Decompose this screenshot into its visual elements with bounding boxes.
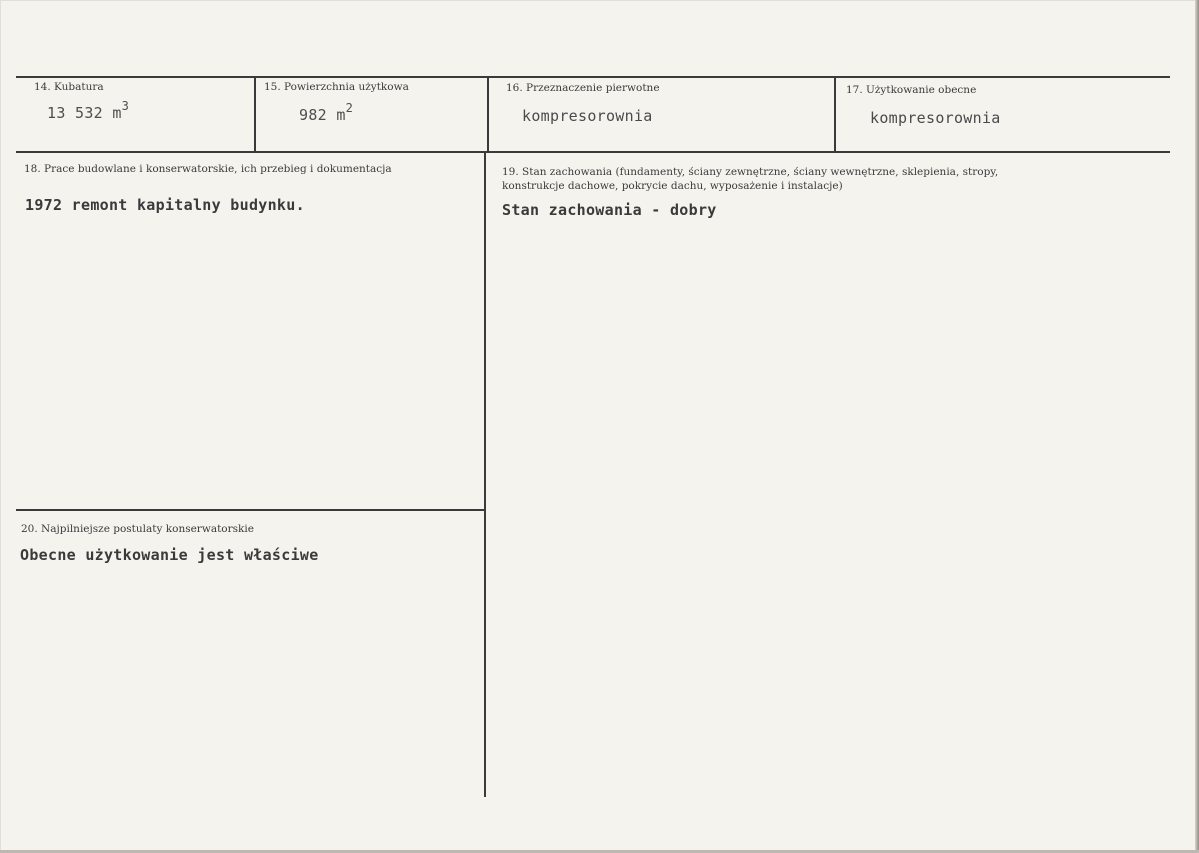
postulaty-value: Obecne użytkowanie jest właściwe xyxy=(20,546,319,564)
divider-14-15 xyxy=(254,76,256,153)
divider-16-17 xyxy=(834,76,836,153)
powierzchnia-exponent: 2 xyxy=(345,101,354,115)
uzytkowanie-label: 17. Użytkowanie obecne xyxy=(846,84,977,96)
kubatura-value xyxy=(47,99,130,122)
postulaty-label: 20. Najpilniejsze postulaty konserwatorskie xyxy=(21,523,254,535)
divider-15-16 xyxy=(487,76,489,153)
stan-label-line1: 19. Stan zachowania (fundamenty, ściany zewnętrzne, ściany wewnętrzne, sklepienia, stropy, xyxy=(502,166,999,178)
stan-value: Stan zachowania - dobry xyxy=(502,201,717,219)
powierzchnia-number: 982 m xyxy=(299,106,346,124)
powierzchnia-value xyxy=(299,101,354,124)
uzytkowanie-value: kompresorownia xyxy=(870,109,1001,127)
kubatura-number: 13 532 m xyxy=(47,104,122,122)
przeznaczenie-value: kompresorownia xyxy=(522,107,653,125)
prace-label: 18. Prace budowlane i konserwatorskie, ich przebieg i dokumentacja xyxy=(24,163,392,175)
przeznaczenie-label: 16. Przeznaczenie pierwotne xyxy=(506,82,660,94)
top-row-rule xyxy=(16,76,1170,78)
kubatura-exponent: 3 xyxy=(121,99,130,113)
prace-value: 1972 remont kapitalny budynku. xyxy=(25,196,305,214)
divider-main xyxy=(484,151,486,797)
stan-label-line2: konstrukcje dachowe, pokrycie dachu, wyposażenie i instalacje) xyxy=(502,180,843,192)
kubatura-label: 14. Kubatura xyxy=(34,81,104,93)
section-20-rule xyxy=(16,509,484,511)
powierzchnia-label: 15. Powierzchnia użytkowa xyxy=(264,81,409,93)
top-row-bottom-rule xyxy=(16,151,1170,153)
